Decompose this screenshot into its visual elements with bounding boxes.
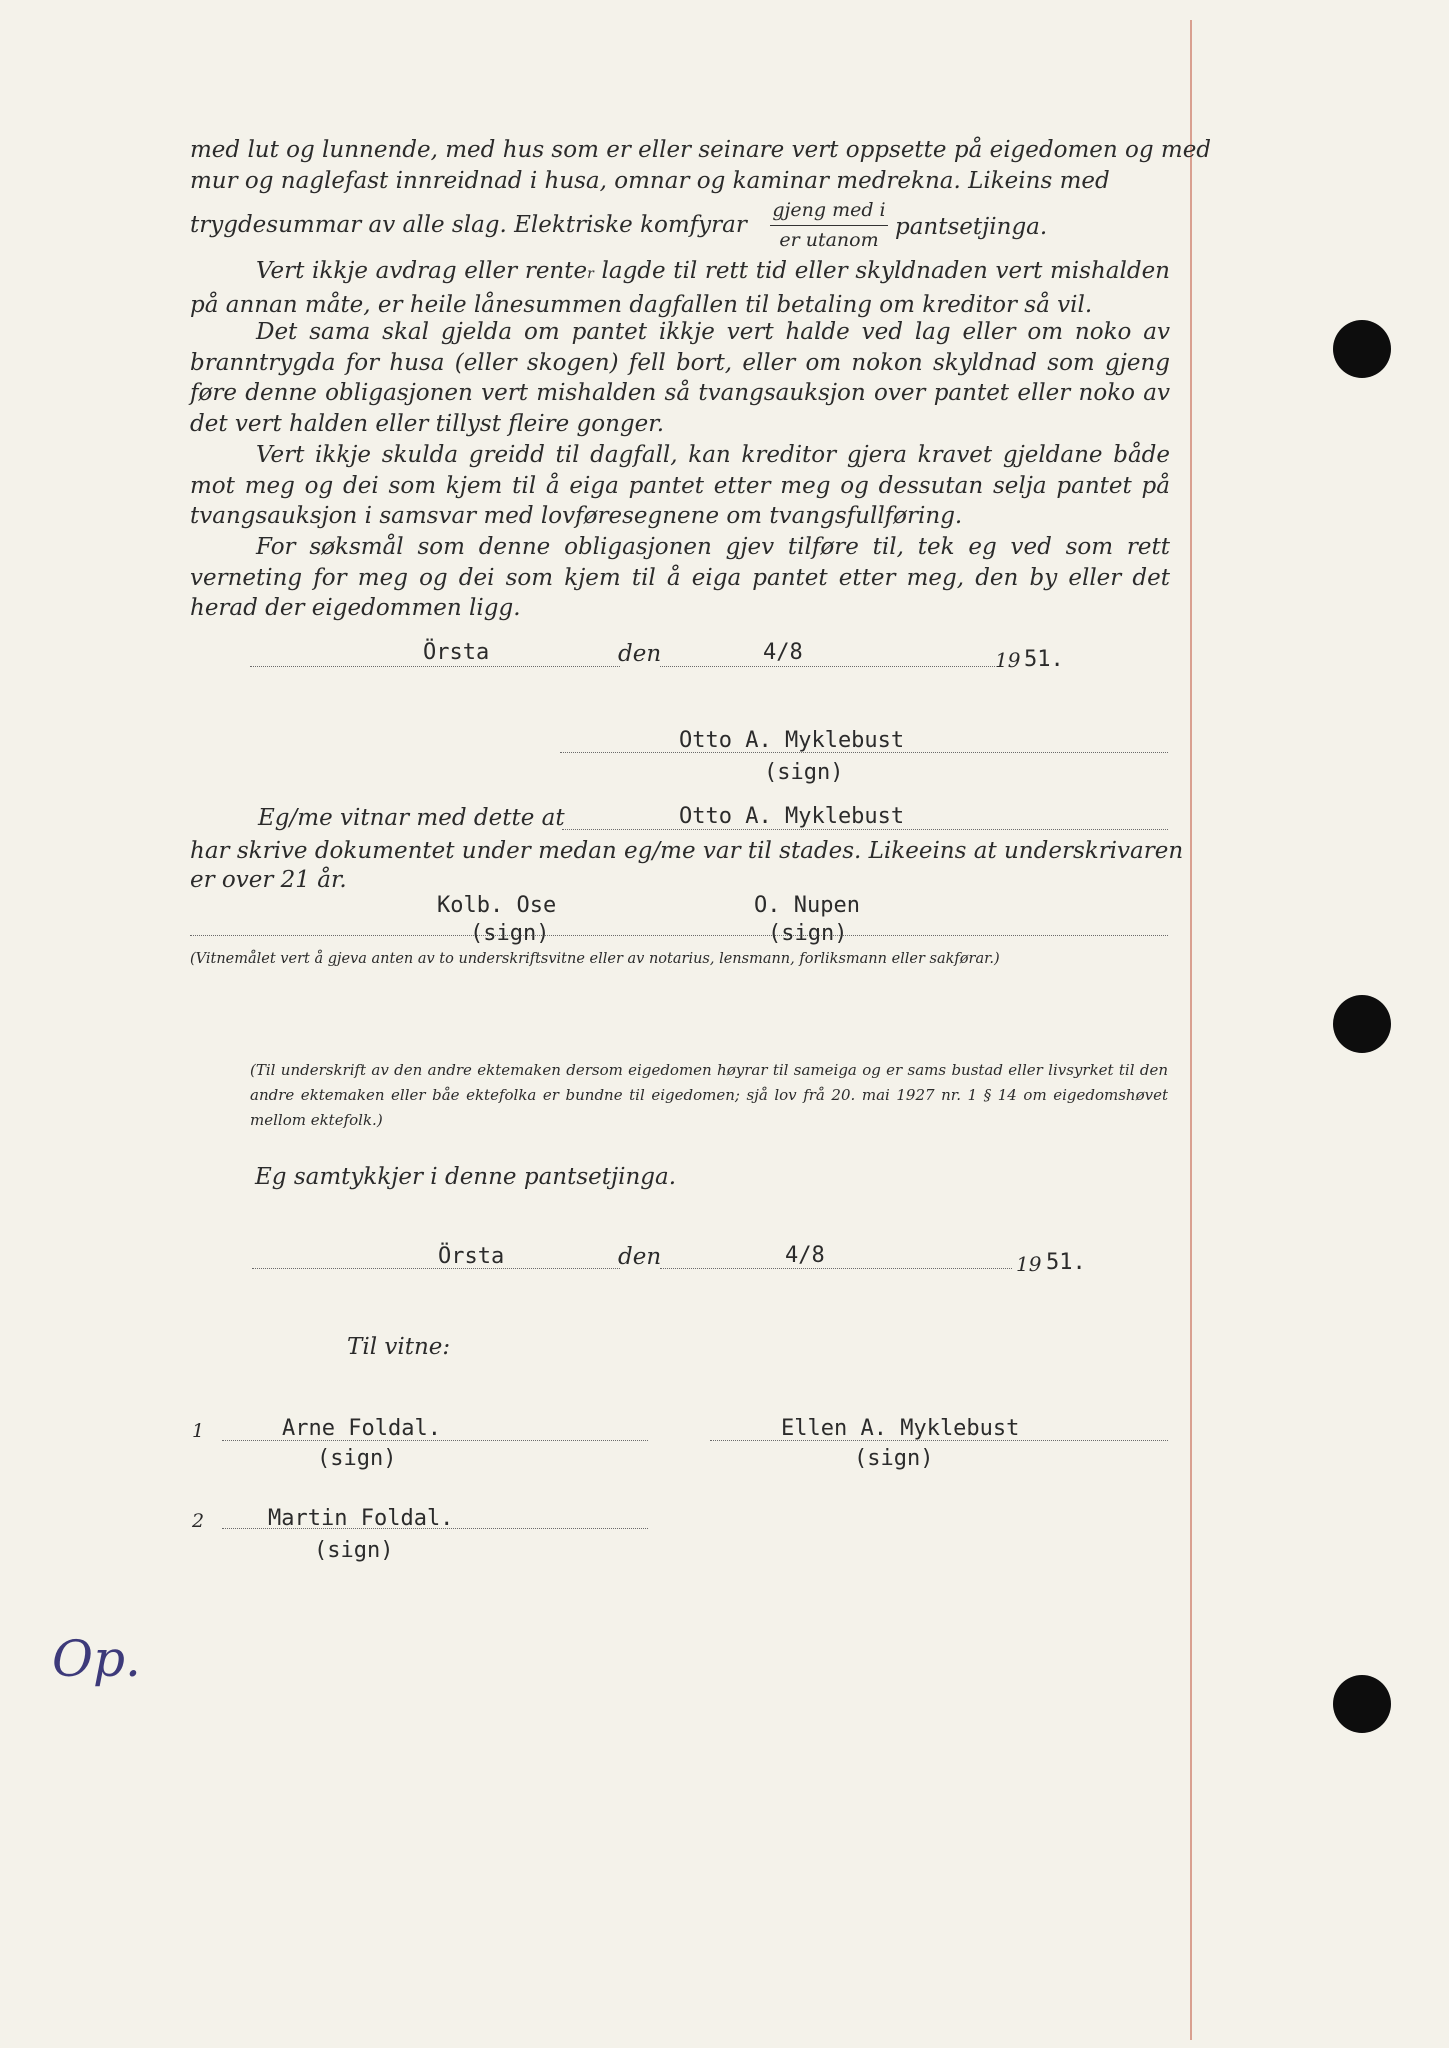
fraction-line xyxy=(770,225,888,226)
date1-year-prefix: 19 xyxy=(995,648,1021,672)
fraction-bottom: er utanom xyxy=(779,229,879,251)
witness-statement-name: Otto A. Myklebust xyxy=(679,804,905,829)
witness-statement-line-3: er over 21 år. xyxy=(190,867,347,893)
clause-line-2: mur og naglefast innreidnad i husa, omnar og kaminar medrekna. Likeins med xyxy=(190,168,1110,194)
date2-year: 51. xyxy=(1046,1250,1086,1275)
fraction-top: gjeng med i xyxy=(772,199,886,221)
clause-paragraph-4: Vert ikkje skulda greidd til dagfall, kan kreditor gjera kravet gjeldane både mot meg og dei som kjem til å eiga pantet etter meg og dessutan selja pantet på tvangsauksjon i samsvar med lovføresegnene om tvangsfullføring. xyxy=(190,442,1170,529)
signer-name: Otto A. Myklebust xyxy=(679,728,905,753)
witness-1-sign: (sign) xyxy=(470,921,550,946)
signer-sign: (sign) xyxy=(764,760,844,785)
witness-1-name: Kolb. Ose xyxy=(437,893,557,918)
clause-line-1: med lut og lunnende, med hus som er eller seinare vert oppsette på eigedomen og med xyxy=(190,137,1212,163)
clause-line-3-end: pantsetjinga. xyxy=(895,214,1048,240)
clause-paragraph-5: For søksmål som denne obligasjonen gjev tilføre til, tek eg ved som rett verneting for meg og dei som kjem til å eiga pantet etter meg, den by eller det herad der eigedommen ligg. xyxy=(190,534,1170,621)
clause-line-3: trygdesummar av alle slag. Elektriske komfyrar xyxy=(190,212,747,238)
date2-date: 4/8 xyxy=(785,1243,825,1268)
witness-2-name: O. Nupen xyxy=(754,893,860,918)
handwritten-initials: Op. xyxy=(52,1630,141,1688)
date2-place-line xyxy=(252,1268,620,1269)
date1-den-label: den xyxy=(618,641,662,667)
margin-rule xyxy=(1190,20,1192,2040)
witnesses-title: Til vitne: xyxy=(347,1334,451,1360)
witness-row-2-number: 2 xyxy=(192,1510,205,1532)
date1-year: 51. xyxy=(1024,647,1064,672)
witness-statement-line xyxy=(562,829,1168,830)
date1-date-line xyxy=(660,666,995,667)
date2-year-prefix: 19 xyxy=(1016,1252,1042,1276)
clause-paragraph-2: Vert ikkje avdrag eller renter lagde til rett tid eller skyldnaden vert mishalden på annan måte, er heile lånesummen dagfallen til betaling om kreditor så vil. xyxy=(190,258,1170,318)
date2-den-label: den xyxy=(618,1244,662,1270)
witness-statement-start: Eg/me vitnar med dette at xyxy=(258,805,565,831)
spouse-sign: (sign) xyxy=(854,1446,934,1471)
date1-date: 4/8 xyxy=(763,640,803,665)
witness-row-1-name: Arne Foldal. xyxy=(282,1416,441,1441)
date2-date-line xyxy=(660,1268,1012,1269)
consent-text: Eg samtykkjer i denne pantsetjinga. xyxy=(255,1164,677,1190)
spouse-note: (Til underskrift av den andre ektemaken dersom eigedomen høyrar til sameiga og er sams bustad eller livsyrket til den andre ektemaken eller båe ektefolka er bundne til eigedomen; sjå lov frå 20. mai 1927 nr. 1 § 14 om eigedomshøvet mellom ektefolk.) xyxy=(250,1061,1168,1129)
witness-row-2-sign: (sign) xyxy=(314,1538,394,1563)
clause-paragraph-3: Det sama skal gjelda om pantet ikkje vert halde ved lag eller om noko av branntrygda for husa (eller skogen) fell bort, eller om nokon skyldnad som gjeng føre denne obligasjonen vert mishalden så tvangsauksjon over pantet eller noko av det vert halden eller tillyst fleire gonger. xyxy=(190,319,1170,437)
punch-hole-middle xyxy=(1333,995,1391,1053)
witness-note: (Vitnemålet vert å gjeva anten av to underskriftsvitne eller av notarius, lensmann, forliksmann eller sakførar.) xyxy=(190,951,1000,967)
date2-place: Örsta xyxy=(438,1244,505,1269)
witness-2-sign: (sign) xyxy=(768,921,848,946)
witness-statement-line-2: har skrive dokumentet under medan eg/me var til stades. Likeeins at underskrivaren xyxy=(190,838,1184,864)
witness-row-2-name: Martin Foldal. xyxy=(268,1506,454,1531)
date1-place-line xyxy=(250,666,620,667)
witness-sign-line xyxy=(190,935,1168,936)
date1-place: Örsta xyxy=(423,640,490,665)
witness-row-1-sign: (sign) xyxy=(317,1446,397,1471)
spouse-name: Ellen A. Myklebust xyxy=(781,1416,1020,1441)
punch-hole-bottom xyxy=(1333,1675,1391,1733)
punch-hole-top xyxy=(1333,320,1391,378)
witness-row-1-number: 1 xyxy=(192,1420,205,1442)
